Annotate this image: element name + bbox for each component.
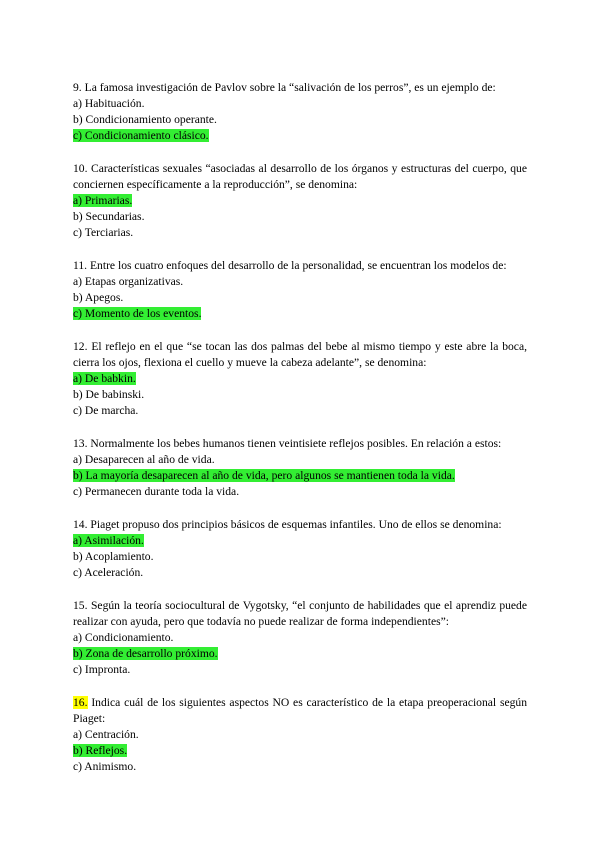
option-b: b) De babinski. <box>73 388 145 401</box>
question-16 <box>73 695 527 775</box>
question-prompt: Según la teoría sociocultural de Vygotsky, “el conjunto de habilidades que el aprendiz puede realizar con ayuda, pero que todavía no puede realizar de forma independientes”: <box>73 599 528 628</box>
question-10 <box>73 161 527 241</box>
question-number: 10. <box>73 162 88 175</box>
question-number: 12. <box>73 340 88 353</box>
correct-answer-highlight: a) Asimilación. <box>73 534 144 547</box>
question-text <box>73 598 527 630</box>
option-c-correct <box>73 306 527 322</box>
option-a: a) Condicionamiento. <box>73 631 174 644</box>
question-14 <box>73 517 527 581</box>
question-12 <box>73 339 527 419</box>
question-13 <box>73 436 527 500</box>
question-number: 13. <box>73 437 88 450</box>
option-c: c) Terciarias. <box>73 226 134 239</box>
option-b: b) Secundarias. <box>73 210 145 223</box>
correct-answer-highlight: a) Primarias. <box>73 194 133 207</box>
question-prompt: Entre los cuatro enfoques del desarrollo de la personalidad, se encuentran los modelos de: <box>89 259 507 272</box>
question-11 <box>73 258 527 322</box>
question-text <box>73 695 527 727</box>
option-b-correct <box>73 743 527 759</box>
option-c: c) De marcha. <box>73 404 139 417</box>
option-b-correct <box>73 468 527 484</box>
option-c: c) Aceleración. <box>73 566 144 579</box>
question-prompt: Normalmente los bebes humanos tienen veintisiete reflejos posibles. En relación a estos: <box>90 437 502 450</box>
question-prompt: El reflejo en el que “se tocan las dos palmas del bebe al mismo tiempo y este abre la boca, cierra los ojos, flexiona el cuello y mueve la cabeza adelante”, se denomina: <box>73 340 527 369</box>
correct-answer-highlight: c) Momento de los eventos. <box>73 307 202 320</box>
option-a: a) Habituación. <box>73 97 145 110</box>
question-number-highlighted: 16. <box>73 696 88 709</box>
correct-answer-highlight: b) Zona de desarrollo próximo. <box>73 647 218 660</box>
option-a: a) Centración. <box>73 728 139 741</box>
question-prompt: La famosa investigación de Pavlov sobre la “salivación de los perros”, es un ejemplo de: <box>84 81 496 94</box>
option-a-correct <box>73 533 527 549</box>
option-a-correct <box>73 371 527 387</box>
question-text <box>73 339 527 371</box>
option-c-correct <box>73 128 527 144</box>
option-b: b) Condicionamiento operante. <box>73 113 217 126</box>
question-number: 9. <box>73 81 82 94</box>
option-c: c) Permanecen durante toda la vida. <box>73 485 240 498</box>
option-a-correct <box>73 193 527 209</box>
question-prompt: Indica cuál de los siguientes aspectos NO es característico de la etapa preoperacional según Piaget: <box>73 696 527 725</box>
question-text <box>73 161 527 193</box>
question-text <box>73 80 527 96</box>
correct-answer-highlight: c) Condicionamiento clásico. <box>73 129 209 142</box>
correct-answer-highlight: b) Reflejos. <box>73 744 128 757</box>
question-9 <box>73 80 527 144</box>
question-number: 14. <box>73 518 88 531</box>
quiz-page <box>73 80 527 792</box>
option-b: b) Apegos. <box>73 291 124 304</box>
question-text <box>73 258 527 274</box>
correct-answer-highlight: a) De babkin. <box>73 372 136 385</box>
question-prompt: Piaget propuso dos principios básicos de esquemas infantiles. Uno de ellos se denomina: <box>90 518 502 531</box>
question-number: 11. <box>73 259 88 272</box>
option-a: a) Etapas organizativas. <box>73 275 184 288</box>
question-number: 15. <box>73 599 88 612</box>
question-text <box>73 517 527 533</box>
option-b: b) Acoplamiento. <box>73 550 154 563</box>
question-prompt: Características sexuales “asociadas al desarrollo de los órganos y estructuras del cuerpo, que conciernen específicamente a la reproducción”, se denomina: <box>73 162 527 191</box>
correct-answer-highlight: b) La mayoría desaparecen al año de vida, pero algunos se mantienen toda la vida. <box>73 469 455 482</box>
question-15 <box>73 598 527 678</box>
option-b-correct <box>73 646 527 662</box>
option-a: a) Desaparecen al año de vida. <box>73 453 215 466</box>
question-text <box>73 436 527 452</box>
option-c: c) Animismo. <box>73 760 137 773</box>
option-c: c) Impronta. <box>73 663 131 676</box>
